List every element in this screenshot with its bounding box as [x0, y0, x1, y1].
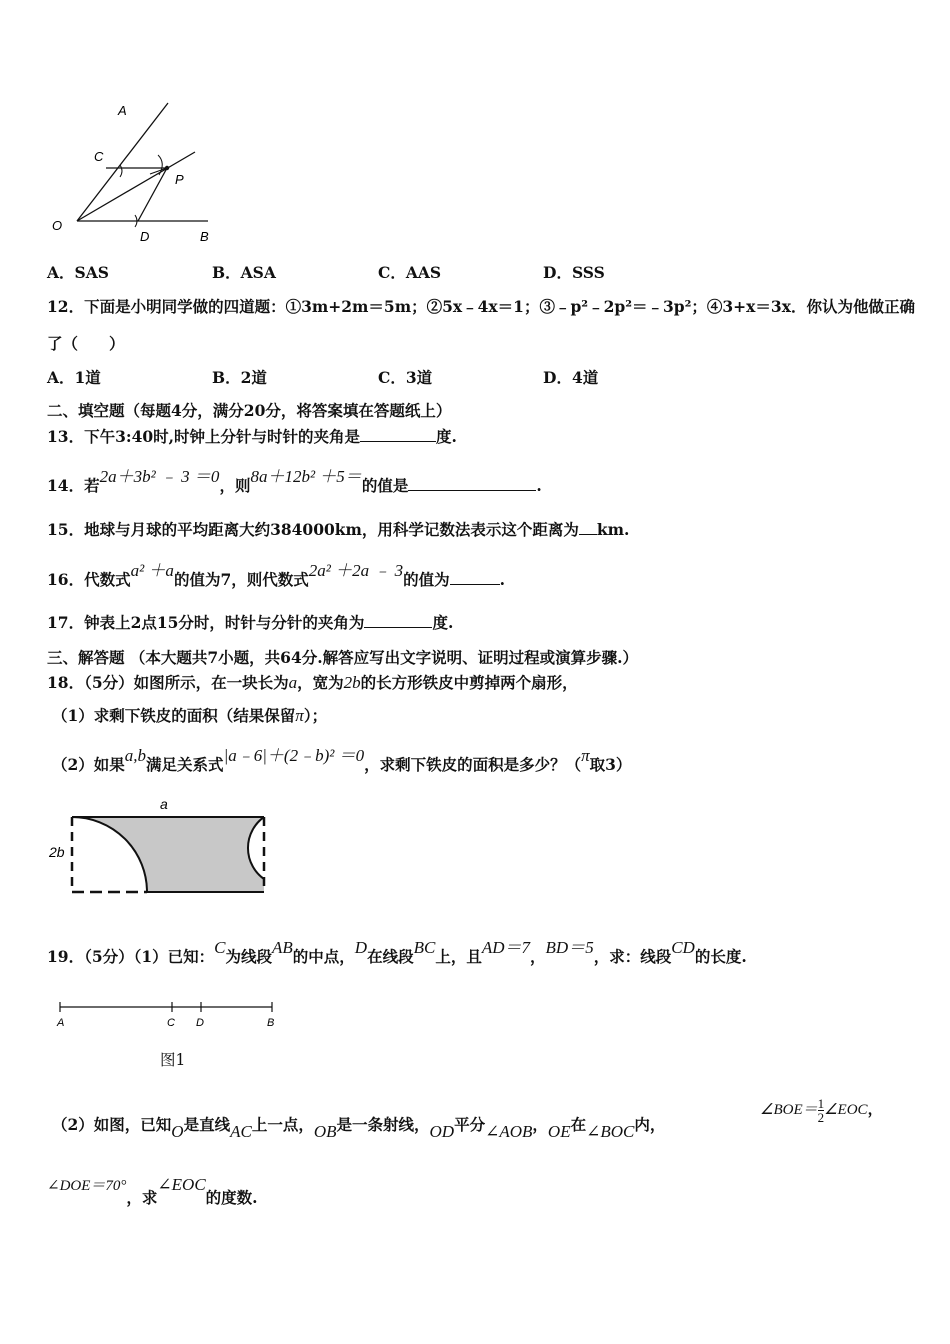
q13-text: 13．下午3:40时,时钟上分针与时针的夹角是 [47, 427, 361, 446]
q14-condition: 2a＋3b² ﹣ 3 ＝0 [99, 467, 220, 486]
q17-unit: 度. [432, 613, 454, 632]
rectangle-sectors-figure [45, 795, 285, 905]
fig18-label-a: a [160, 796, 168, 812]
q15-answer-blank[interactable] [579, 520, 597, 535]
fig1-label-a: A [57, 1017, 65, 1029]
section-3-heading: 三、解答题 （本大题共7小题，共64分.解答应写出文字说明、证明过程或演算步骤.） [47, 648, 639, 667]
q15-unit: km. [596, 520, 630, 539]
section-2-heading: 二、填空题（每题4分，满分20分，将答案填在答题纸上） [47, 401, 452, 420]
label-O: O [52, 218, 63, 233]
q11-option-b: B．ASA [212, 263, 276, 282]
q19-part-2: （2）如图，已知O是直线AC上一点，OB是一条射线，OD平分∠AOB，OE在∠BOC内， [52, 1115, 666, 1141]
q14-expression: 8a＋12b² ＋5＝ [250, 467, 362, 486]
fig18-label-2b: 2b [49, 844, 65, 860]
label-A: A [118, 103, 127, 118]
q16-answer-blank[interactable] [450, 570, 500, 585]
label-C: C [94, 149, 104, 164]
q16: 16．代数式a² ＋a的值为7，则代数式2a² ＋2a ﹣ 3的值为 . [47, 561, 506, 589]
label-D: D [140, 229, 150, 244]
fig1-label-b: B [267, 1017, 275, 1029]
q16-text-2: 的值为 [403, 570, 450, 589]
q14: 14．若2a＋3b² ﹣ 3 ＝0，则8a＋12b² ＋5＝的值是 . [47, 467, 542, 495]
fig1-label-c: C [167, 1017, 175, 1029]
q12-option-d: D．4道 [543, 368, 599, 387]
q13 [47, 425, 457, 447]
q18: 18．（5分）如图所示，在一块长为a，宽为2b的长方形铁皮中剪掉两个扇形， [47, 673, 578, 692]
label-B: B [200, 229, 209, 244]
q12-option-c: C．3道 [378, 368, 433, 387]
q16-expression-2: 2a² ＋2a ﹣ 3 [308, 561, 404, 580]
q11-option-d: D．SSS [543, 263, 605, 282]
fig1-label-d: D [196, 1017, 204, 1029]
q13-answer-blank[interactable] [360, 427, 436, 442]
q12-text-2: 了（ ） [47, 334, 125, 353]
q19: 19．（5分）（1）已知：C为线段AB的中点，D在线段BC上，且AD＝7，BD＝5，求：线段CD的长度. [47, 938, 747, 966]
q17 [47, 611, 453, 633]
q16-expression-1: a² ＋a [130, 561, 174, 580]
fig1-caption: 图1 [160, 1051, 186, 1069]
q11-option-a: A．SAS [47, 263, 109, 282]
segment-figure [55, 995, 285, 1035]
q14-label: 14．若 [47, 476, 100, 495]
q14-answer-blank[interactable] [408, 476, 536, 491]
q17-answer-blank[interactable] [364, 613, 432, 628]
q15 [47, 518, 629, 540]
q18-part-1: （1）求剩下铁皮的面积（结果保留π）； [52, 706, 328, 725]
q14-then: ，则 [219, 476, 251, 495]
q19-part-2-cont: ∠DOE＝70°，求∠EOC的度数. [47, 1175, 258, 1207]
q12-option-a: A．1道 [47, 368, 101, 387]
q13-unit: 度. [436, 427, 457, 446]
q16-text: 的值为7，则代数式 [173, 570, 309, 589]
q15-text: 15．地球与月球的平均距离大约384000km，用科学记数法表示这个距离为 [47, 520, 579, 539]
q18-part-2: （2）如果a,b满足关系式|a﹣6|＋(2﹣b)² ＝0，求剩下铁皮的面积是多少？（π取3） [52, 746, 632, 774]
q12-option-b: B．2道 [212, 368, 267, 387]
angle-bisector-figure [40, 95, 220, 250]
q14-text: 的值是 [361, 476, 409, 495]
q11-option-c: C．AAS [378, 263, 442, 282]
q16-label: 16．代数式 [47, 570, 131, 589]
q19-relation: ∠BOE＝ $\frac{1}{2}$ ∠EOC， [760, 1096, 883, 1125]
q17-text: 17．钟表上2点15分时，时针与分针的夹角为 [47, 613, 365, 632]
q12-text: 12．下面是小明同学做的四道题：①3m+2m＝5m；②5x﹣4x＝1；③﹣p²﹣2p²＝﹣3p²；④3+x＝3x．你认为他做正确 [47, 297, 915, 316]
label-P: P [175, 172, 184, 187]
